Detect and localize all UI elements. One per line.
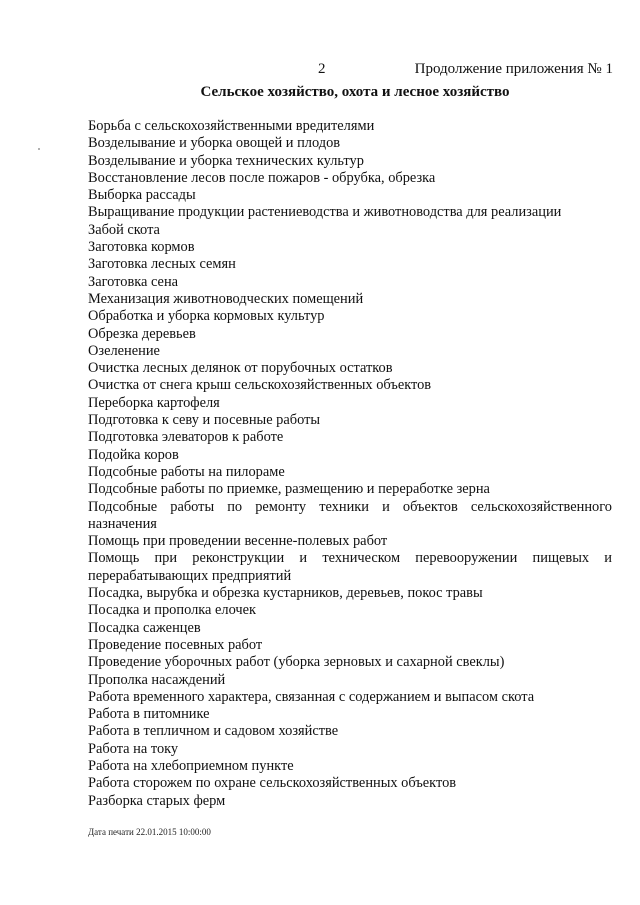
list-item: Работа на току [88,740,179,757]
list-item: Работа в тепличном и садовом хозяйстве [88,723,339,740]
list-item: Работа в питомнике [88,706,210,723]
list-item: Борьба с сельскохозяйственными вредителями [88,118,375,134]
list-item: Подготовка элеваторов к работе [88,429,284,446]
print-date: Дата печати 22.01.2015 10:00:00 [88,827,211,837]
list-item: Посадка саженцев [88,619,201,636]
list-item: Подготовка к севу и посевные работы [88,412,321,429]
list-item: Помощь при проведении весенне-полевых работ [88,533,388,550]
list-item: Работа на хлебоприемном пункте [88,757,294,774]
list-item: Заготовка сена [88,273,179,290]
list-item: Подсобные работы по ремонту техники и объектов сельскохозяйственного назначения [88,498,612,532]
list-item: Забой скота [88,221,160,238]
activity-list [88,118,612,810]
list-item: Заготовка лесных семян [88,256,236,273]
list-item: Подсобные работы на пилораме [88,463,285,480]
list-item: Озеленение [88,342,160,359]
list-item: Посадка и прополка елочек [88,602,257,619]
list-item: Работа временного характера, связанная с содержанием и выпасом скота [88,688,535,705]
list-item: Возделывание и уборка технических культур [88,152,364,169]
list-item: Работа сторожем по охране сельскохозяйственных объектов [88,775,457,792]
list-item: Очистка от снега крыш сельскохозяйственных объектов [88,377,432,394]
list-item: Проведение уборочных работ (уборка зерновых и сахарной свеклы) [88,654,505,671]
list-item: Проведение посевных работ [88,636,263,653]
list-item: Подойка коров [88,446,179,463]
list-item: Прополка насаждений [88,671,226,688]
list-item: Возделывание и уборка овощей и плодов [88,135,341,152]
list-item: Подсобные работы по приемке, размещению и переработке зерна [88,481,490,498]
list-item: Разборка старых ферм [88,792,226,809]
list-item: Восстановление лесов после пожаров - обрубка, обрезка [88,169,436,186]
section-title: Сельское хозяйство, охота и лесное хозяйство [200,84,510,100]
appendix-continuation-label: Продолжение приложения № 1 [414,61,613,77]
list-item: Обработка и уборка кормовых культур [88,308,325,325]
list-item: Заготовка кормов [88,239,195,256]
list-item: Выращивание продукции растениеводства и животноводства для реализации [88,204,562,221]
list-item: Механизация животноводческих помещений [88,290,364,307]
scan-speck [38,148,40,150]
list-item: Выборка рассады [88,187,196,204]
list-item: Переборка картофеля [88,394,220,411]
list-item: Обрезка деревьев [88,325,196,342]
list-item: Помощь при реконструкции и техническом перевооружении пищевых и перерабатывающих предприятий [88,550,612,584]
page-number: 2 [318,61,326,77]
list-item: Очистка лесных делянок от порубочных остатков [88,360,393,377]
list-item: Посадка, вырубка и обрезка кустарников, деревьев, покос травы [88,585,483,602]
